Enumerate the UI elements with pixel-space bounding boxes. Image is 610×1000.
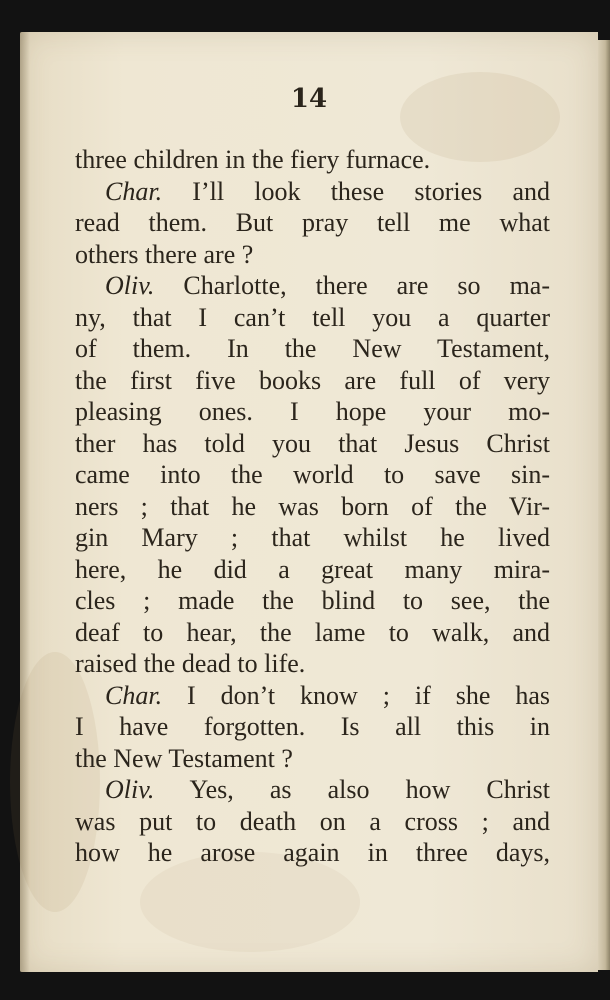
line-text: the first five books are full of very [75, 365, 550, 395]
line-text: three children in the fiery furnace. [75, 145, 431, 174]
text-line [75, 806, 550, 838]
line-text: I have forgotten. Is all this in [75, 712, 550, 741]
line-text: here, he did a great many mira- [75, 554, 550, 584]
text-line [75, 711, 550, 743]
line-text: the New Testament ? [75, 743, 293, 773]
text-line [75, 522, 550, 554]
body-text [75, 144, 550, 869]
speaker-label: Oliv. [105, 271, 155, 300]
text-line [75, 554, 550, 586]
line-text: pleasing ones. I hope your mo- [75, 397, 550, 426]
text-line [75, 617, 550, 649]
page-edge-shadow [20, 32, 30, 972]
text-line [75, 270, 550, 302]
line-text: Charlotte, there are so ma- [154, 271, 550, 300]
line-text: ther has told you that Jesus Christ [75, 428, 550, 458]
line-text: I’ll look these stories and [162, 176, 550, 206]
line-text: others there are ? [75, 239, 254, 269]
line-text: how he arose again in three days, [75, 838, 550, 867]
line-text: ners ; that he was born of the Vir- [75, 491, 550, 521]
speaker-label: Char. [105, 176, 163, 206]
text-line [75, 365, 550, 397]
line-text: ny, that I can’t tell you a quarter [75, 302, 550, 332]
text-line [75, 176, 550, 208]
text-line [75, 648, 550, 680]
book-page [20, 32, 598, 972]
speaker-label: Char. [105, 680, 163, 710]
text-line [75, 396, 550, 428]
page-number: 14 [290, 84, 328, 114]
line-text: Yes, as also how Christ [154, 775, 550, 804]
line-text: cles ; made the blind to see, the [75, 586, 550, 615]
line-text: raised the dead to life. [75, 649, 306, 678]
text-line [75, 207, 550, 239]
text-line [75, 239, 550, 271]
text-line [75, 585, 550, 617]
line-text: I don’t know ; if she has [162, 680, 550, 710]
text-line [75, 774, 550, 806]
text-line [75, 491, 550, 523]
speaker-label: Oliv. [105, 775, 155, 804]
line-text: deaf to hear, the lame to walk, and [75, 617, 550, 647]
text-line [75, 459, 550, 491]
text-line [75, 333, 550, 365]
line-text: was put to death on a cross ; and [75, 806, 550, 836]
text-line [75, 680, 550, 712]
line-text: of them. In the New Testament, [75, 334, 550, 363]
line-text: came into the world to save sin- [75, 460, 550, 489]
line-text: read them. But pray tell me what [75, 208, 550, 237]
text-line [75, 743, 550, 775]
line-text: gin Mary ; that whilst he lived [75, 523, 550, 552]
text-line [75, 428, 550, 460]
book-spine-edge [598, 40, 610, 970]
text-line [75, 302, 550, 334]
text-line [75, 144, 550, 176]
text-line [75, 837, 550, 869]
